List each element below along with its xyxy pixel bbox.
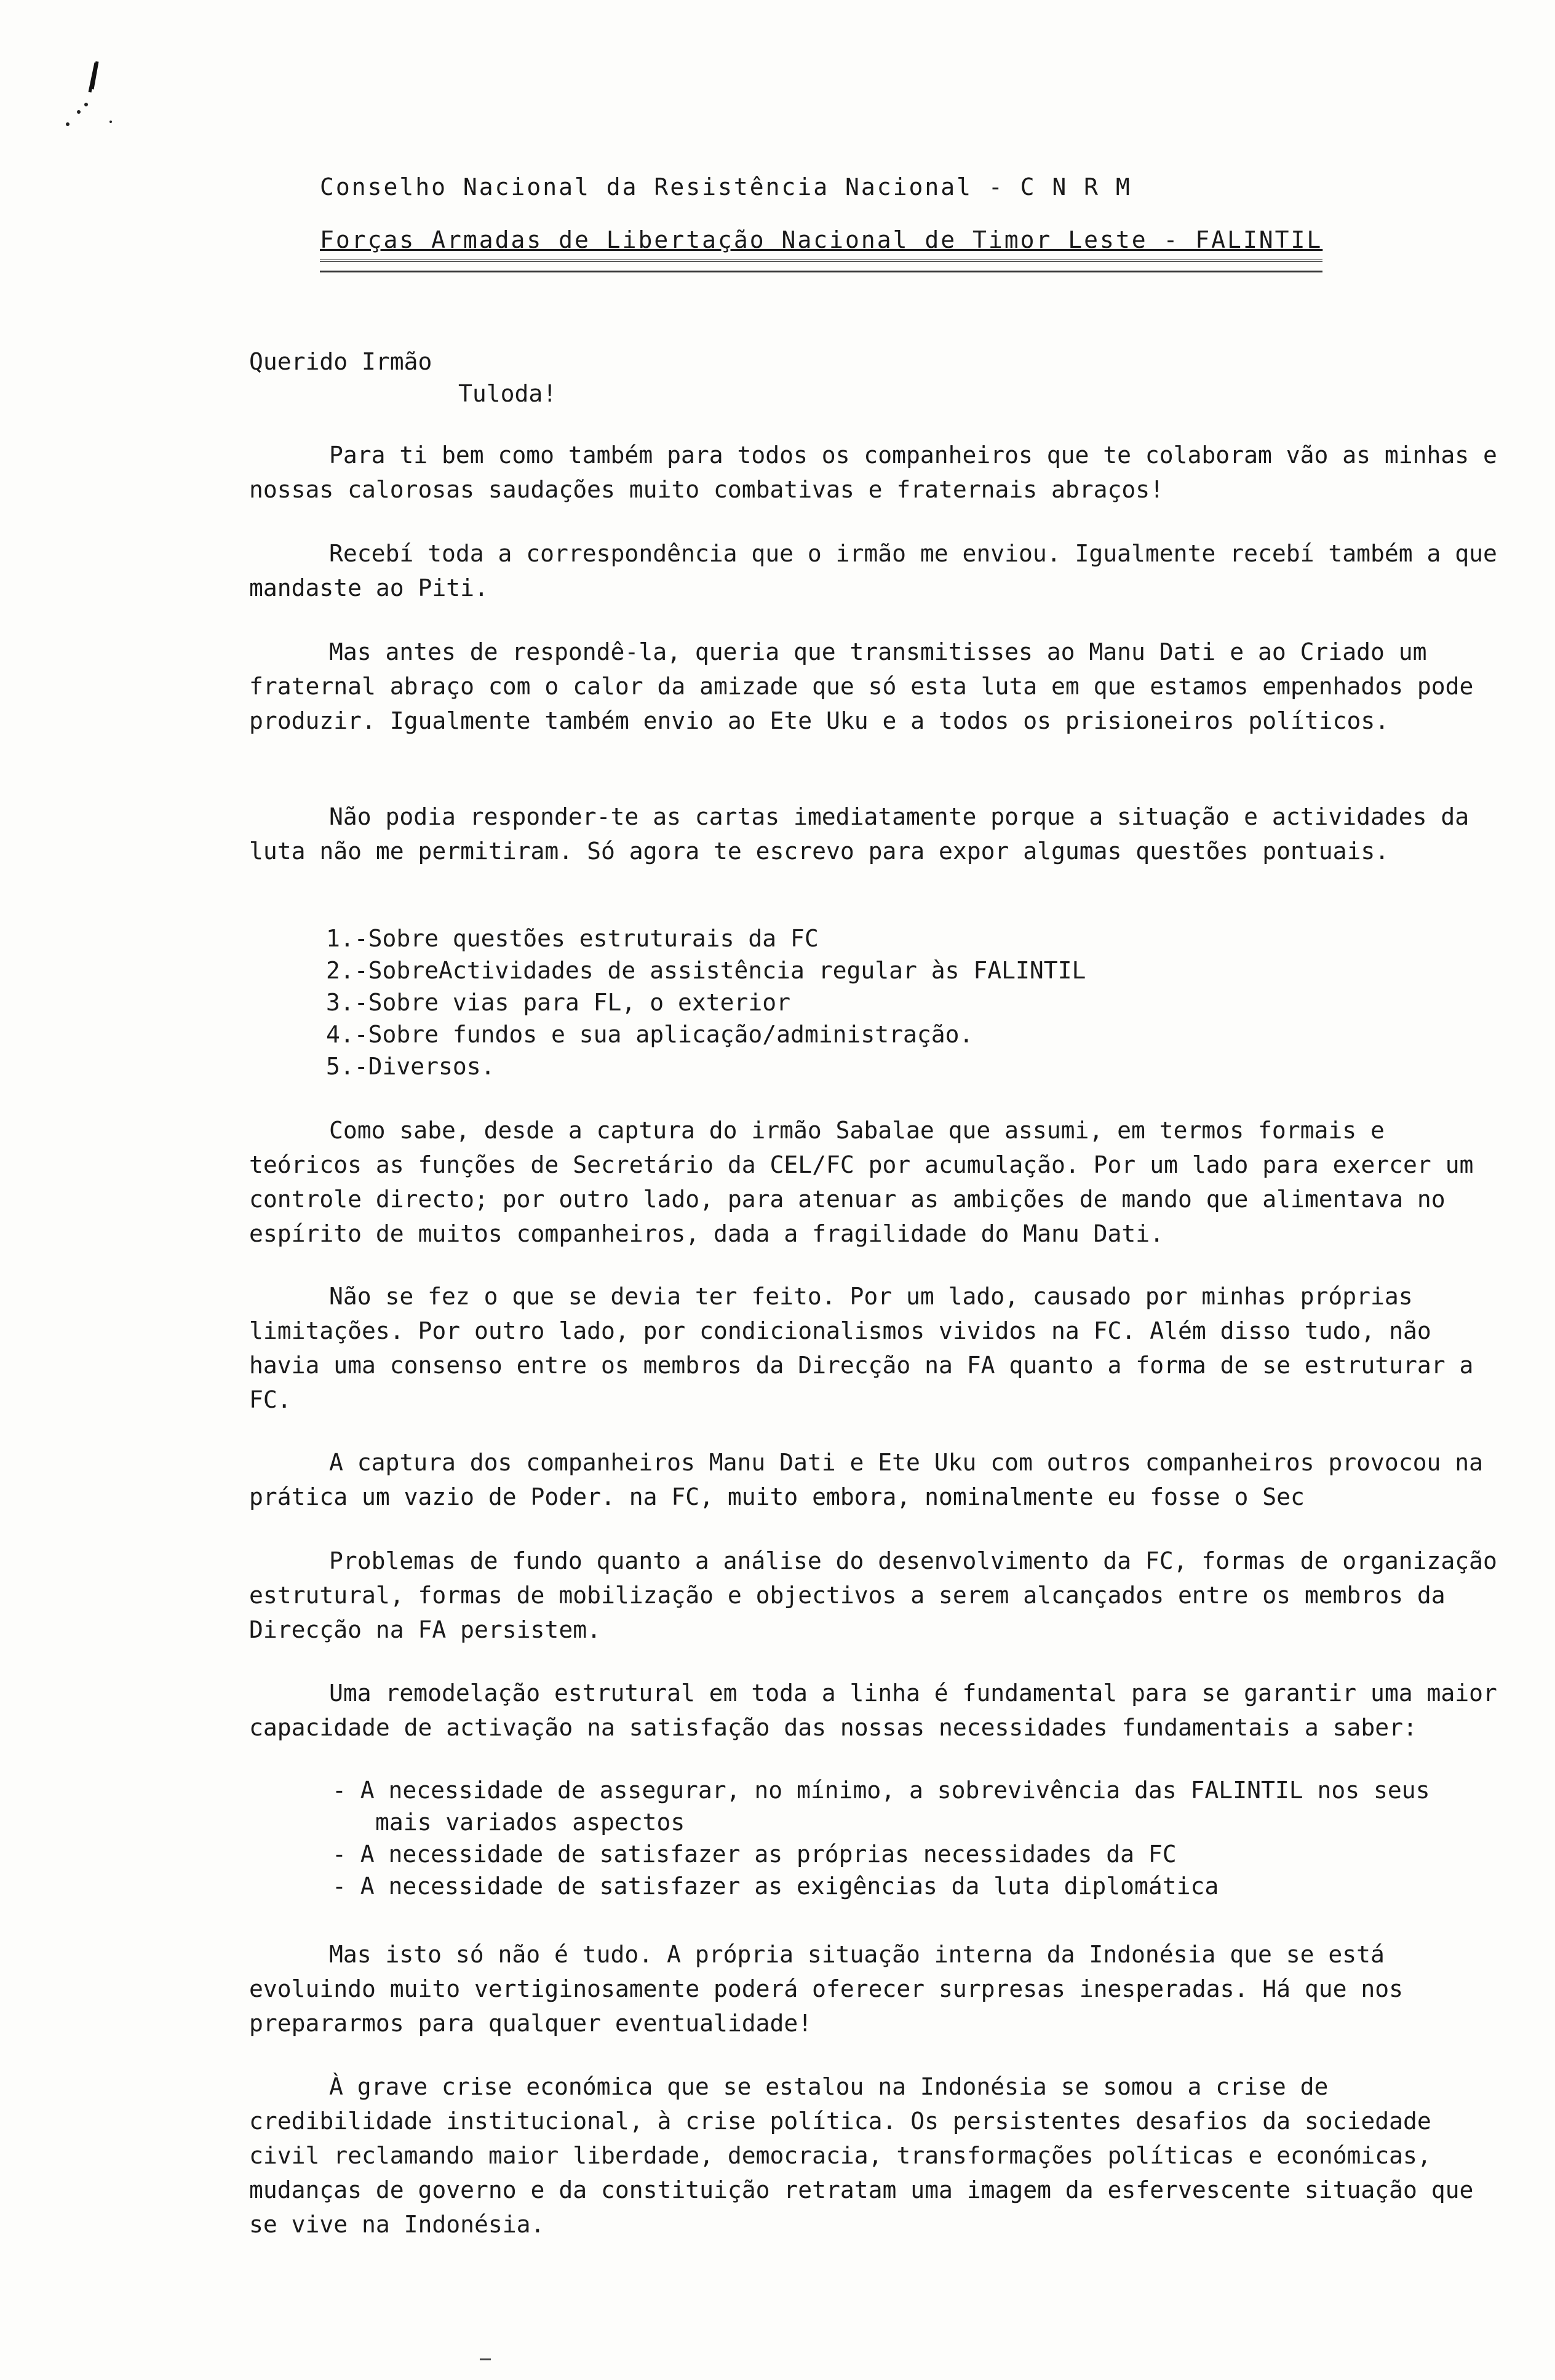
salutation-line: Querido Irmão <box>249 348 432 375</box>
paragraph-indonesia-situation: Mas isto só não é tudo. A própria situação interna da Indonésia que se está evoluindo muito vertiginosamente poderá oferecer surpresas inesperadas. Há que nos prepararmos para qualquer eventualidade! <box>249 1941 1403 2037</box>
list-item: 3.-Sobre vias para FL, o exterior <box>326 989 790 1016</box>
topics-list <box>326 922 1086 1082</box>
paragraph-delay: Não podia responder-te as cartas imediatamente porque a situação e actividades da luta não me permitiram. Só agora te escrevo para expor algumas questões pontuais. <box>249 803 1469 865</box>
paragraph-embrace: Mas antes de respondê-la, queria que transmitisses ao Manu Dati e ao Criado um fraternal abraço com o calor da amizade que só esta luta em que estamos empenhados pode produzir. Igualmente também envio ao Ete Uku e a todos os prisioneiros políticos. <box>249 638 1474 734</box>
scan-mark <box>480 2358 491 2360</box>
list-item: 1.-Sobre questões estruturais da FC <box>326 925 819 952</box>
list-item: 4.-Sobre fundos e sua aplicação/administração. <box>326 1021 974 1048</box>
paragraph-correspondence: Recebí toda a correspondência que o irmão me enviou. Igualmente recebí também a que mandaste ao Piti. <box>249 540 1497 601</box>
paragraph-crisis: À grave crise económica que se estalou na Indonésia se somou a crise de credibilidade institucional, à crise política. Os persistentes desafios da sociedade civil reclamando maior liberdade, democracia, transformações políticas e económicas, mudanças de governo e da constituição retratam uma imagem da esfervescente situação que se vive na Indonésia. <box>249 2073 1474 2238</box>
paragraph-problems: Problemas de fundo quanto a análise do desenvolvimento da FC, formas de organização estrutural, formas de mobilização e objectivos a serem alcançados entre os membros da Direcção na FA persistem. <box>249 1547 1497 1643</box>
list-item: - A necessidade de satisfazer as próprias necessidades da FC <box>332 1841 1177 1868</box>
list-item: - A necessidade de assegurar, no mínimo, a sobrevivência das FALINTIL nos seus mais variados aspectos <box>332 1777 1430 1836</box>
paragraph-power-vacuum: A captura dos companheiros Manu Dati e Ete Uku com outros companheiros provocou na prática um vazio de Poder. na FC, muito embora, nominalmente eu fosse o Sec <box>249 1449 1483 1510</box>
header-organization: Conselho Nacional da Resistência Nacional - C N R M <box>320 173 1132 200</box>
list-item: 5.-Diversos. <box>326 1053 495 1080</box>
header-forces: Forças Armadas de Libertação Nacional de Timor Leste - FALINTIL <box>320 226 1323 253</box>
paragraph-remodeling: Uma remodelação estrutural em toda a linha é fundamental para se garantir uma maior capacidade de activação na satisfação das nossas necessidades fundamentais a saber: <box>249 1680 1497 1741</box>
paragraph-limitations: Não se fez o que se devia ter feito. Por um lado, causado por minhas próprias limitações. Por outro lado, por condicionalismos vividos na FC. Além disso tudo, não havia uma consenso entre os membros da Direcção na FA quanto a forma de se estruturar a FC. <box>249 1283 1474 1413</box>
list-item: - A necessidade de satisfazer as exigências da luta diplomática <box>332 1873 1219 1900</box>
paragraph-capture: Como sabe, desde a captura do irmão Sabalae que assumi, em termos formais e teóricos as funções de Secretário da CEL/FC por acumulação. Por um lado para exercer um controle directo; por outro lado, para atenuar as ambições de mando que alimentava no espírito de muitos companheiros, dada a fragilidade do Manu Dati. <box>249 1117 1474 1247</box>
handwritten-mark <box>49 55 117 148</box>
header-divider <box>320 260 1322 272</box>
salutation-name: Tuloda! <box>458 380 557 407</box>
needs-list <box>332 1774 1489 1902</box>
list-item: 2.-SobreActividades de assistência regular às FALINTIL <box>326 957 1086 984</box>
paragraph-greeting: Para ti bem como também para todos os companheiros que te colaboram vão as minhas e nossas calorosas saudações muito combativas e fraternais abraços! <box>249 442 1497 503</box>
